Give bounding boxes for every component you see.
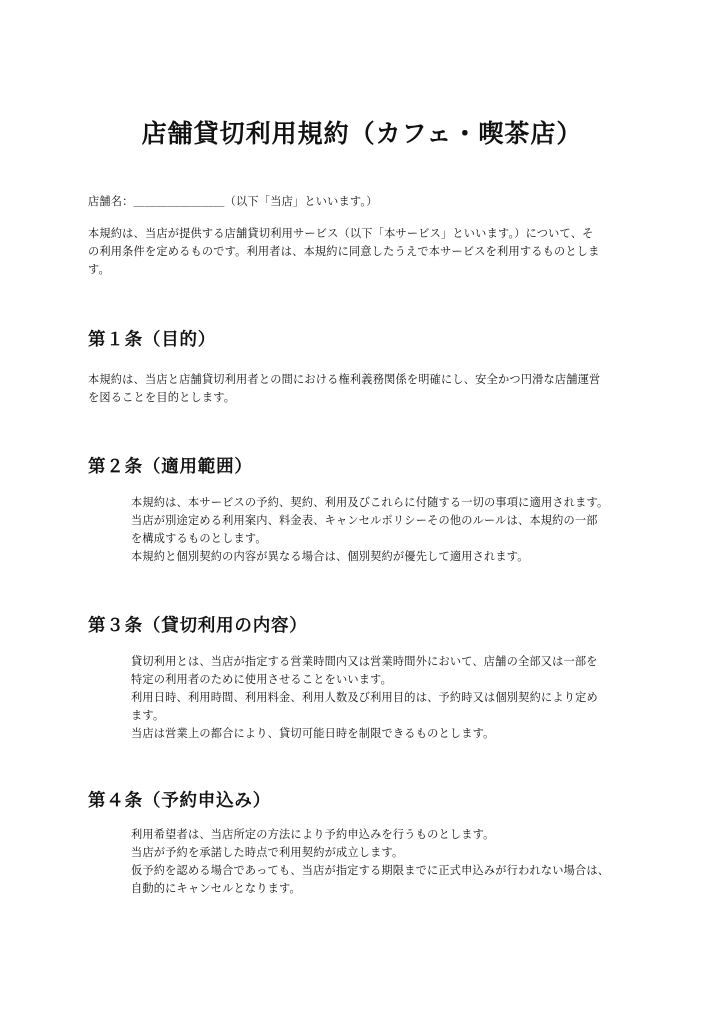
article-1-body — [88, 371, 648, 407]
article-line: を構成するものとします。 — [131, 532, 267, 545]
article-1-heading: 第１条（目的） — [88, 330, 217, 350]
intro-line: す。 — [88, 263, 110, 276]
article-line: 仮予約を認める場合であっても、当店が指定する期限までに正式申込みが行われない場合は、 — [131, 864, 610, 877]
article-line: 利用希望者は、当店所定の方法により予約申込みを行うものとします。 — [131, 828, 495, 841]
article-line: 本規約は、当店と店舗貸切利用者との間における権利義務関係を明確にし、安全かつ円滑な店舗運営 — [88, 373, 601, 386]
article-line: 自動的にキャンセルとなります。 — [131, 882, 301, 895]
store-name-text: 店舗名：＿＿＿＿＿＿＿＿（以下「当店」といいます。） — [88, 195, 378, 208]
article-line: を図ることを目的とします。 — [88, 391, 236, 404]
article-line: 当店が予約を承諾した時点で利用契約が成立します。 — [131, 846, 404, 859]
article-3-heading: 第３条（貸切利用の内容） — [88, 616, 308, 636]
store-name-line — [88, 193, 648, 211]
article-line: 利用日時、利用時間、利用料金、利用人数及び利用目的は、予約時又は個別契約により定め — [131, 691, 598, 704]
article-line: 貸切利用とは、当店が指定する営業時間内又は営業時間外において、店舗の全部又は一部を — [131, 655, 598, 668]
article-2-heading: 第２条（適用範囲） — [88, 457, 253, 477]
article-3-body — [131, 653, 651, 743]
article-line: 特定の利用者のために使用させることをいいます。 — [131, 673, 393, 686]
article-line: 当店は営業上の都合により、貸切可能日時を制限できるものとします。 — [131, 727, 495, 740]
article-4-body — [131, 826, 651, 898]
article-line: 本規約と個別契約の内容が異なる場合は、個別契約が優先して適用されます。 — [131, 550, 529, 563]
intro-line: の利用条件を定めるものです。利用者は、本規約に同意したうえで本サービスを利用するものとしま — [88, 245, 600, 258]
article-line: 当店が別途定める利用案内、料金表、キャンセルポリシーその他のルールは、本規約の一部 — [131, 514, 598, 527]
intro-paragraph — [88, 225, 648, 279]
article-line: 本規約は、本サービスの予約、契約、利用及びこれらに付随する一切の事項に適用されます。 — [131, 496, 609, 509]
article-2-body — [131, 494, 651, 566]
article-line: ます。 — [131, 709, 165, 722]
document-title: 店舗貸切利用規約（カフェ・喫茶店） — [141, 119, 583, 148]
intro-line: 本規約は、当店が提供する店舗貸切利用サービス（以下「本サービス」といいます。）について、そ — [88, 227, 594, 240]
article-4-heading: 第４条（予約申込み） — [88, 791, 271, 811]
